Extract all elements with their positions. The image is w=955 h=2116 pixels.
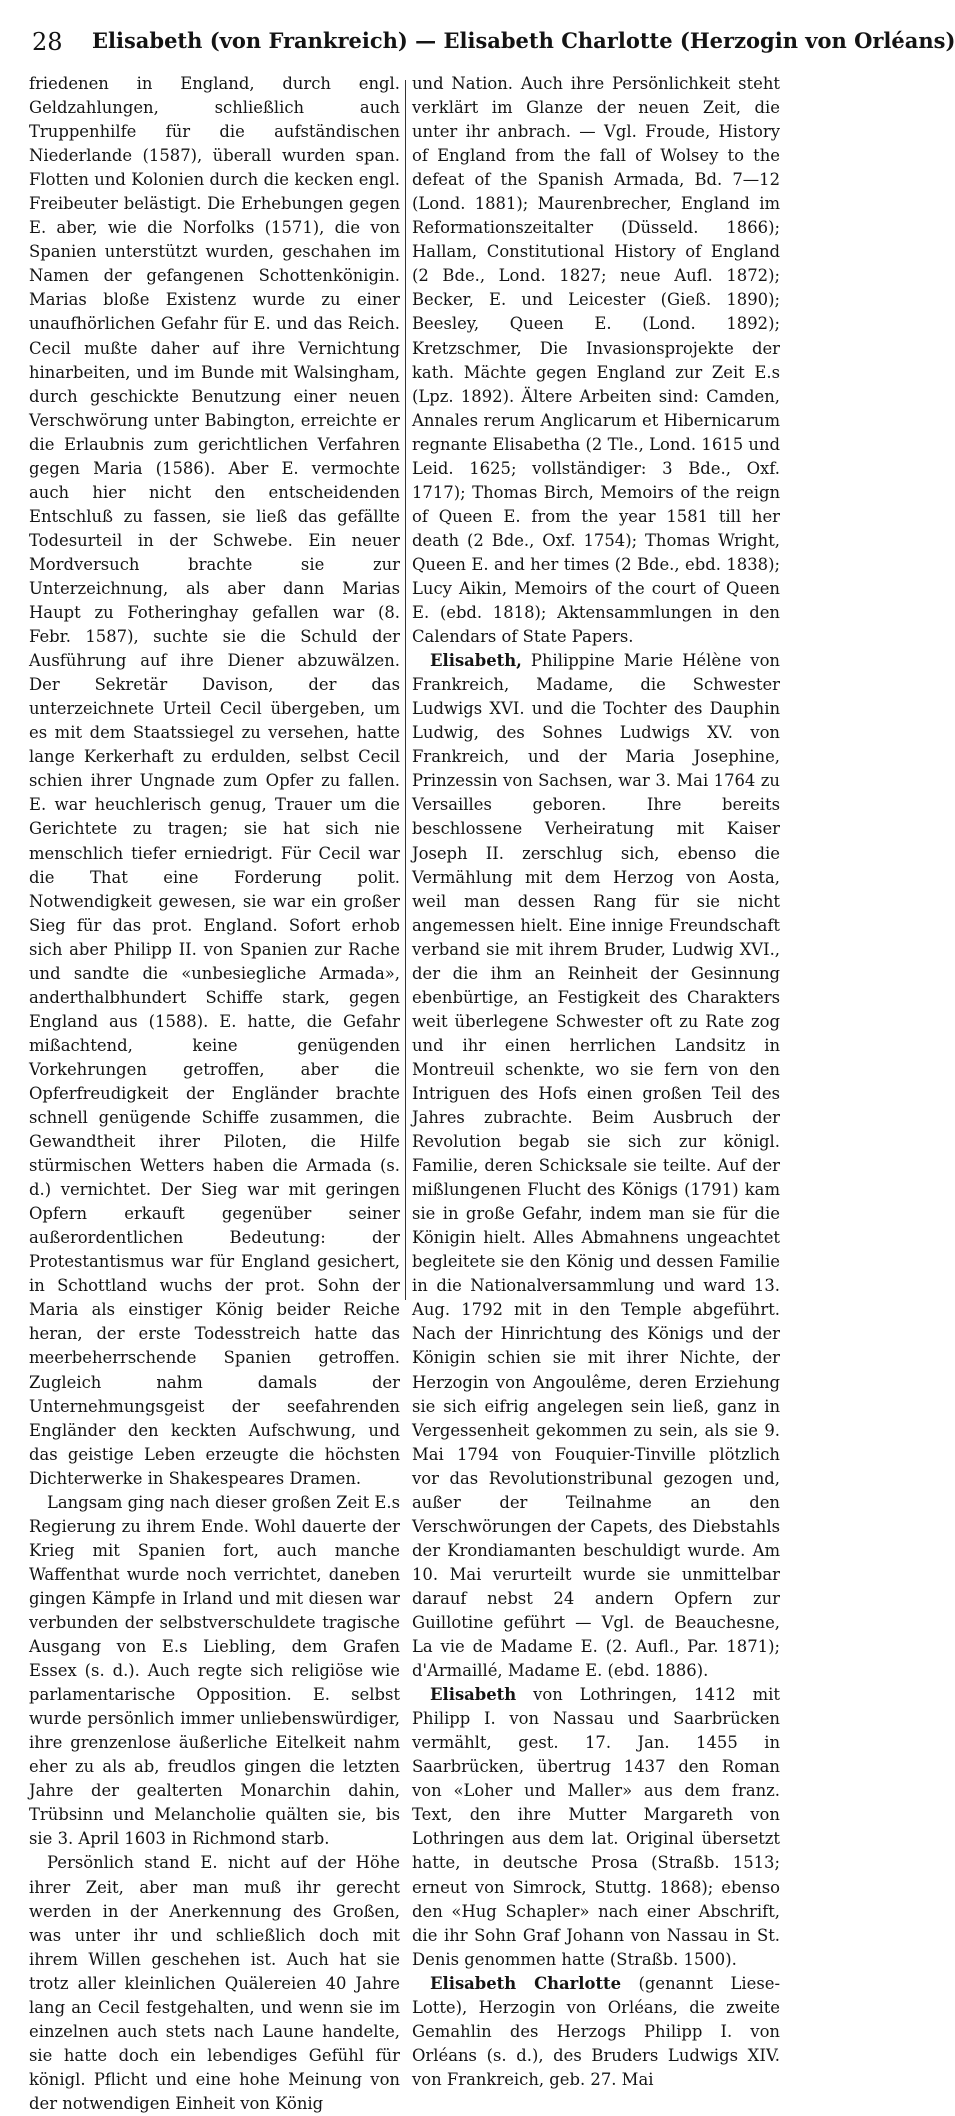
entry-headword: Elisabeth xyxy=(430,1685,517,1705)
column-divider xyxy=(405,80,406,1300)
entry-text: von Lothringen, 1412 mit Philipp I. von Nassau und Saarbrücken vermählt, gest. 17. Jan. 1455 in Saarbrücken, übertrug 1437 den Roman von «Loher und Maller» aus dem franz. Text, den ihre Mutter Margareth von Lothringen aus dem lat. Original übersetzt hatte, in deutsche Prosa (Straßb. 1513; erneut von Simrock, Stuttg. 1868); ebenso den «Hug Schapler» nach einer Abschrift, die ihr Sohn Graf Johann von Nassau in St. Denis genommen hatte (Straßb. 1500). xyxy=(412,1685,780,1969)
body-paragraph: und Nation. Auch ihre Persönlichkeit steht verklärt im Glanze der neuen Zeit, die unter ihr anbrach. — Vgl. Froude, History of England from the fall of Wolsey to the defeat of the Spanish Armada, Bd. 7—12 (Lond. 1881); Maurenbrecher, England im Reformationszeitalter (Düsseld. 1866); Hallam, Constitutional History of England (2 Bde., Lond. 1827; neue Aufl. 1872); Becker, E. und Leicester (Gieß. 1890); Beesley, Queen E. (Lond. 1892); Kretzschmer, Die Invasionsprojekte der kath. Mächte gegen England zur Zeit E.s (Lpz. 1892). Ältere Arbeiten sind: Camden, Annales rerum Anglicarum et Hibernicarum regnante Elisabetha (2 Tle., Lond. 1615 und Leid. 1625; vollständiger: 3 Bde., Oxf. 1717); Thomas Birch, Memoirs of the reign of Queen E. from the year 1581 till her death (2 Bde., Oxf. 1754); Thomas Wright, Queen E. and her times (2 Bde., ebd. 1838); Lucy Aikin, Memoirs of the court of Queen E. (ebd. 1818); Aktensammlungen in den Calendars of State Papers. xyxy=(412,74,780,647)
body-paragraph: Persönlich stand E. nicht auf der Höhe ihrer Zeit, aber man muß ihr gerecht werden in der Anerkennung des Großen, was unter ihr und schließlich doch mit ihrem Willen geschehen ist. Auch hat sie trotz aller kleinlichen Quälereien 40 Jahre lang an Cecil festgehalten, und wenn sie im einzelnen auch stets nach Laune handelte, sie hatte doch ein lebendiges Gefühl für königl. Pflicht und eine hohe Meinung von der notwendigen Einheit von König xyxy=(29,1853,400,2113)
entry-headword: Elisabeth Charlotte xyxy=(430,1973,622,1993)
page-header xyxy=(32,28,955,58)
body-paragraph: friedenen in England, durch engl. Geldzahlungen, schließlich auch Truppenhilfe für die aufständischen Niederlande (1587), überall wurden span. Flotten und Kolonien durch die kecken engl. Freibeuter belästigt. Die Erhebungen gegen E. aber, wie die Norfolks (1571), die von Spanien unterstützt wurden, geschahen im Namen der gefangenen Schottenkönigin. Marias bloße Existenz wurde zu einer unaufhörlichen Gefahr für E. und das Reich. Cecil mußte daher auf ihre Vernichtung hinarbeiten, und im Bunde mit Walsingham, durch geschickte Benutzung einer neuen Verschwörung unter Babington, erreichte er die Erlaubnis zum gerichtlichen Verfahren gegen Maria (1586). Aber E. vermochte auch hier nicht den entscheidenden Entschluß zu fassen, sie ließ das gefällte Todesurteil in der Schwebe. Ein neuer Mordversuch brachte sie zur Unterzeichnung, als aber dann Marias Haupt zu Fotheringhay gefallen war (8. Febr. 1587), suchte sie die Schuld der Ausführung auf ihre Diener abzuwälzen. Der Sekretär Davison, der das unterzeichnete Urteil Cecil übergeben, um es mit dem Staatssiegel zu versehen, hatte lange Kerkerhaft zu erdulden, selbst Cecil schien ihrer Ungnade zum Opfer zu fallen. E. war heuchlerisch genug, Trauer um die Gerichtete zu tragen; sie hat sich nie menschlich tiefer erniedrigt. Für Cecil war die That eine Forderung polit. Notwendigkeit gewesen, sie war ein großer Sieg für das prot. England. Sofort erhob sich aber Philipp II. von Spanien zur Rache und sandte die «unbesiegliche Armada», anderthalbhundert Schiffe stark, gegen England aus (1588). E. hatte, die Gefahr mißachtend, keine genügenden Vorkehrungen getroffen, aber die Opferfreudigkeit der Engländer brachte schnell genügende Schiffe zusammen, die Gewandtheit ihrer Piloten, die Hilfe stürmischen Wetters haben die Armada (s. d.) vernichtet. Der Sieg war mit geringen Opfern erkauft gegenüber seiner außerordentlichen Bedeutung: der Protestantismus war für England gesichert, in Schottland wuchs der prot. Sohn der Maria als einstiger König beider Reiche heran, der erste Todesstreich hatte das meerbeherrschende Spanien getroffen. Zugleich nahm damals der Unternehmungsgeist der seefahrenden Engländer den keckten Aufschwung, und das geistige Leben erzeugte die höchsten Dichterwerke in Shakespeares Dramen. xyxy=(29,74,400,1488)
dictionary-entry xyxy=(412,1683,780,1972)
entry-text: (genannt Liese-Lotte), Herzogin von Orléans, die zweite Gemahlin des Herzogs Philipp I. von Orléans (s. d.), des Bruders Ludwigs XIV. von Frankreich, geb. 27. Mai xyxy=(412,1973,780,2089)
dictionary-entry xyxy=(412,649,780,1683)
body-paragraph: Langsam ging nach dieser großen Zeit E.s Regierung zu ihrem Ende. Wohl dauerte der Krieg mit Spanien fort, auch manche Waffenthat wurde noch verrichtet, daneben gingen Kämpfe in Irland und mit diesen war verbunden der selbstverschuldete tragische Ausgang von E.s Liebling, dem Grafen Essex (s. d.). Auch regte sich religiöse wie parlamentarische Opposition. E. selbst wurde persönlich immer unliebenswürdiger, ihre grenzenlose äußerliche Eitelkeit nahm eher zu als ab, freudlos gingen die letzten Jahre der gealterten Monarchin dahin, Trübsinn und Melancholie quälten sie, bis sie 3. April 1603 in Richmond starb. xyxy=(29,1492,400,1849)
page-number: 28 xyxy=(32,28,63,56)
left-column xyxy=(29,72,400,2113)
right-column xyxy=(412,72,780,2089)
entry-text: Philippine Marie Hélène von Frankreich, Madame, die Schwester Ludwigs XVI. und die Tochter des Dauphin Ludwig, des Sohnes Ludwigs XV. von Frankreich, und der Maria Josephine, Prinzessin von Sachsen, war 3. Mai 1764 zu Versailles geboren. Ihre bereits beschlossene Verheiratung mit Kaiser Joseph II. zerschlug sich, ebenso die Vermählung mit dem Herzog von Aosta, weil man dessen Rang für sie nicht angemessen hielt. Eine innige Freundschaft verband sie mit ihrem Bruder, Ludwig XVI., der die ihm an Reinheit der Gesinnung ebenbürtige, an Festigkeit des Charakters weit überlegene Schwester oft zu Rate zog und ihr einen herrlichen Landsitz in Montreuil schenkte, wo sie fern von den Intriguen des Hofs einen großen Teil des Jahres zubrachte. Beim Ausbruch der Revolution begab sie sich zur königl. Familie, deren Schicksale sie teilte. Auf der mißlungenen Flucht des Königs (1791) kam sie in große Gefahr, indem man sie für die Königin hielt. Alles Abmahnens ungeachtet begleitete sie den König und dessen Familie in die Nationalversammlung und ward 13. Aug. 1792 mit in den Temple abgeführt. Nach der Hinrichtung des Königs und der Königin schien sie mit ihrer Nichte, der Herzogin von Angoulême, deren Erziehung sie sich eifrig angelegen sein ließ, ganz in Vergessenheit gekommen zu sein, als sie 9. Mai 1794 von Fouquier-Tinville plötzlich vor das Revolutionstribunal gezogen und, außer der Teilnahme an den Verschwörungen der Capets, des Diebstahls der Krondiamanten beschuldigt wurde. Am 10. Mai verurteilt wurde sie unmittelbar darauf nebst 24 andern Opfern zur Guillotine geführt — Vgl. de Beauchesne, La vie de Madame E. (2. Aufl., Par. 1871); d'Armaillé, Madame E. (ebd. 1886). xyxy=(412,651,780,1681)
dictionary-entry xyxy=(412,1972,780,2092)
entry-headword: Elisabeth, xyxy=(430,651,522,671)
running-head: Elisabeth (von Frankreich) — Elisabeth Charlotte (Herzogin von Orléans) xyxy=(92,28,955,53)
